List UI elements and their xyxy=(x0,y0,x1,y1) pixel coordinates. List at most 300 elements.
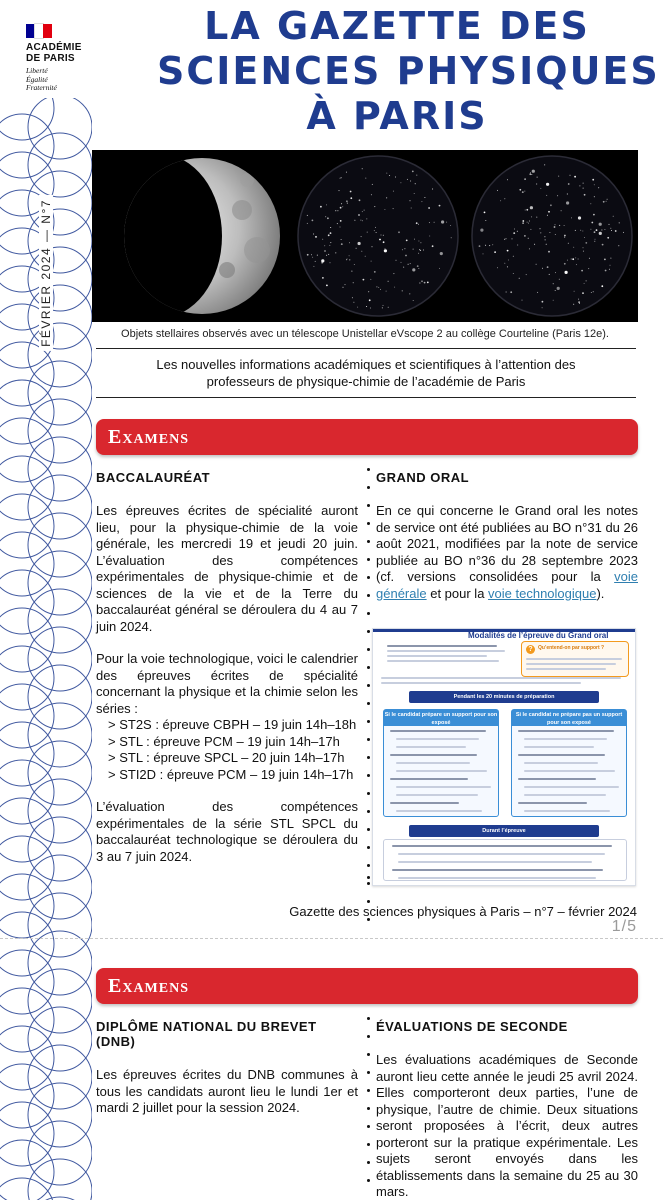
star xyxy=(522,222,524,224)
star xyxy=(567,194,568,195)
star xyxy=(326,255,327,256)
star xyxy=(400,182,401,183)
star xyxy=(582,292,584,294)
divider-dot xyxy=(367,792,370,795)
star xyxy=(350,191,352,193)
star xyxy=(349,259,350,260)
star xyxy=(522,220,524,222)
star xyxy=(542,268,543,269)
star xyxy=(532,170,535,173)
infographic-text-line xyxy=(390,730,486,732)
star xyxy=(549,232,550,233)
star xyxy=(504,263,505,264)
star xyxy=(404,248,405,249)
column-divider-dots xyxy=(365,468,371,936)
hero-astronomy-photo xyxy=(92,150,638,322)
star xyxy=(405,255,407,257)
star xyxy=(531,174,532,175)
star xyxy=(578,301,580,303)
star xyxy=(312,220,314,222)
decorative-circle xyxy=(28,1159,92,1200)
star xyxy=(410,200,411,201)
star xyxy=(362,220,363,221)
decorative-circle xyxy=(0,1064,54,1128)
star xyxy=(594,196,595,197)
divider-dot xyxy=(367,702,370,705)
divider-dot xyxy=(367,1179,370,1182)
star xyxy=(604,229,605,230)
star xyxy=(529,221,530,222)
star xyxy=(514,229,515,230)
infographic-text-line xyxy=(524,738,607,740)
star xyxy=(575,230,576,231)
star xyxy=(546,183,549,186)
star xyxy=(315,261,316,262)
star xyxy=(529,173,531,175)
star xyxy=(432,189,433,190)
star xyxy=(418,241,419,242)
column-divider-dots-2 xyxy=(365,1017,371,1197)
star xyxy=(412,171,414,173)
star xyxy=(584,194,586,196)
decorative-circle xyxy=(0,1140,54,1200)
infographic-text-line xyxy=(524,746,594,748)
divider-dot xyxy=(367,594,370,597)
star xyxy=(347,259,348,260)
bubble-title: Qu’entend-on par support ? xyxy=(538,645,605,651)
star xyxy=(335,252,336,253)
star xyxy=(345,284,346,285)
star xyxy=(429,236,430,237)
star xyxy=(537,177,538,178)
decorative-circle xyxy=(28,665,92,729)
title-line-2: SCIENCES PHYSIQUES xyxy=(157,49,660,93)
motto-fraternite: Fraternité xyxy=(26,83,57,92)
marianne-flag-icon xyxy=(26,24,52,38)
star xyxy=(364,210,365,211)
divider-dot xyxy=(367,1143,370,1146)
decorative-circle xyxy=(28,551,92,615)
decorative-circle xyxy=(28,741,92,805)
star xyxy=(526,209,528,211)
star xyxy=(530,172,531,173)
divider-dot xyxy=(367,648,370,651)
star xyxy=(606,201,607,202)
infographic-text-line xyxy=(387,660,499,662)
star xyxy=(480,229,483,232)
star xyxy=(371,261,372,262)
star xyxy=(330,242,331,243)
infographic-text-line xyxy=(398,861,592,863)
star xyxy=(350,197,352,199)
issue-date-text: FÉVRIER 2024 — N°7 xyxy=(39,195,53,351)
star xyxy=(372,246,373,247)
star xyxy=(611,230,612,231)
star xyxy=(526,274,527,275)
star xyxy=(421,201,422,202)
star xyxy=(439,268,440,269)
link-voie-technologique[interactable]: voie technologique xyxy=(488,585,597,601)
infographic-text-line xyxy=(390,754,477,756)
star xyxy=(388,281,389,282)
star xyxy=(553,283,554,284)
star xyxy=(609,224,610,225)
star xyxy=(594,231,596,233)
star xyxy=(451,237,452,238)
star xyxy=(380,289,381,290)
star xyxy=(536,217,537,218)
star xyxy=(531,216,532,217)
star xyxy=(365,178,366,179)
section-banner-examens xyxy=(96,419,638,455)
star xyxy=(367,232,368,233)
star xyxy=(555,224,556,225)
star xyxy=(394,287,395,288)
star xyxy=(602,244,604,246)
star xyxy=(378,287,379,288)
star xyxy=(376,232,377,233)
star xyxy=(542,307,543,308)
decorative-circle xyxy=(0,874,54,938)
star xyxy=(393,208,394,209)
star xyxy=(623,232,624,233)
star xyxy=(519,278,520,279)
section-banner-title: Examens xyxy=(108,974,190,997)
infographic-text-line xyxy=(526,668,606,670)
star xyxy=(618,245,619,246)
bac-paragraph-2: Pour la voie technologique, voici le calendrier des épreuves écrites de spécialité concernant la physique et la chimie selon les séries : xyxy=(96,651,358,716)
star xyxy=(571,259,572,260)
infographic-text-line xyxy=(518,754,605,756)
star xyxy=(341,243,343,245)
decorative-circle xyxy=(0,798,54,862)
star xyxy=(356,248,357,249)
star xyxy=(360,220,361,221)
star xyxy=(582,231,583,232)
star xyxy=(366,218,367,219)
heading-dnb: DIPLÔME NATIONAL DU BREVET (DNB) xyxy=(96,1019,317,1049)
star xyxy=(524,191,525,192)
decorative-circle xyxy=(28,589,92,653)
star xyxy=(568,243,569,244)
star xyxy=(347,203,348,204)
star xyxy=(564,235,566,237)
star xyxy=(504,198,505,199)
star xyxy=(424,282,426,284)
divider-dot xyxy=(367,522,370,525)
star xyxy=(328,234,330,236)
infographic-text-line xyxy=(396,786,491,788)
star xyxy=(507,266,508,267)
star xyxy=(315,236,317,238)
star xyxy=(581,270,583,272)
star xyxy=(307,254,309,256)
title-line-3: À PARIS xyxy=(306,94,488,138)
infographic-text-line xyxy=(526,663,616,665)
star xyxy=(594,241,595,242)
star xyxy=(544,164,545,165)
star xyxy=(358,242,361,245)
star xyxy=(483,253,484,254)
star xyxy=(393,273,394,274)
star xyxy=(594,184,595,185)
divider-dot xyxy=(367,876,370,879)
star xyxy=(530,229,531,230)
star xyxy=(519,189,521,191)
star xyxy=(369,299,371,301)
star xyxy=(589,258,590,259)
infographic-text-line xyxy=(387,650,505,652)
star xyxy=(420,242,421,243)
star xyxy=(545,239,546,240)
star xyxy=(561,210,562,211)
decorative-circle xyxy=(28,1045,92,1109)
divider-dot xyxy=(367,846,370,849)
star xyxy=(492,244,493,245)
column-dnb xyxy=(96,1019,358,1117)
star xyxy=(583,183,584,184)
star xyxy=(450,225,451,226)
star xyxy=(548,211,550,213)
infographic-text-line xyxy=(524,810,610,812)
column-grand-oral xyxy=(376,470,638,602)
star xyxy=(559,279,560,280)
star xyxy=(574,291,575,292)
star xyxy=(547,266,549,268)
page-number: 1/5 xyxy=(611,918,637,935)
question-icon: ? xyxy=(526,645,535,654)
star xyxy=(610,258,611,259)
divider-dot xyxy=(367,738,370,741)
star xyxy=(346,172,347,173)
star xyxy=(607,237,609,239)
star xyxy=(362,211,363,212)
divider-dot xyxy=(367,900,370,903)
star xyxy=(575,257,576,258)
decorative-circle xyxy=(28,969,92,1033)
star xyxy=(529,248,530,249)
star xyxy=(596,229,598,231)
gazette-title xyxy=(157,4,660,139)
star xyxy=(607,199,608,200)
star xyxy=(420,250,421,251)
star xyxy=(513,273,514,274)
star xyxy=(326,285,328,287)
star xyxy=(564,237,565,238)
infographic-text-line xyxy=(396,738,479,740)
star xyxy=(613,216,614,217)
star xyxy=(339,190,340,191)
star xyxy=(374,271,376,273)
star xyxy=(504,239,505,240)
star xyxy=(522,191,524,193)
title-line-1: LA GAZETTE DES xyxy=(204,4,590,48)
star xyxy=(446,222,447,223)
star xyxy=(590,203,591,204)
star xyxy=(398,231,400,233)
star xyxy=(361,251,362,252)
star xyxy=(429,222,430,223)
star xyxy=(574,176,576,178)
star-field-2 xyxy=(472,156,632,316)
infographic-text-line xyxy=(392,869,603,871)
infographic-text-line xyxy=(518,730,614,732)
star xyxy=(525,210,526,211)
column-evaluations-seconde xyxy=(376,1019,638,1200)
star xyxy=(403,267,404,268)
star xyxy=(540,188,541,189)
star xyxy=(379,239,381,241)
star xyxy=(340,220,342,222)
infographic-text-line xyxy=(396,762,470,764)
intro-line-1: Les nouvelles informations académiques et scientifiques à l’attention des xyxy=(156,357,576,372)
star xyxy=(566,201,569,204)
star xyxy=(576,264,577,265)
star xyxy=(508,260,509,261)
star xyxy=(434,222,435,223)
motto-egalite: Égalité xyxy=(26,74,48,84)
star xyxy=(384,249,387,252)
star xyxy=(555,272,556,273)
star xyxy=(584,283,585,284)
star xyxy=(375,227,376,228)
star xyxy=(554,226,556,228)
star xyxy=(324,245,325,246)
star xyxy=(413,300,414,301)
decorative-circle xyxy=(0,760,54,824)
star xyxy=(578,259,579,260)
star xyxy=(512,238,513,239)
flag-white xyxy=(35,24,44,38)
star xyxy=(412,268,415,271)
star xyxy=(335,210,336,211)
heading-evaluations-seconde: ÉVALUATIONS DE SECONDE xyxy=(376,1019,568,1034)
decorative-circle xyxy=(0,646,54,710)
star xyxy=(381,235,382,236)
star xyxy=(376,286,377,287)
star xyxy=(583,251,584,252)
decorative-circle xyxy=(0,456,54,520)
decorative-circle xyxy=(0,380,54,444)
star xyxy=(485,245,486,246)
star xyxy=(591,222,593,224)
infographic-bar-epreuve: Durant l’épreuve xyxy=(409,825,599,837)
intro-line-2: professeurs de physique-chimie de l’académie de Paris xyxy=(206,374,526,389)
star xyxy=(601,230,602,231)
star xyxy=(557,195,558,196)
star xyxy=(337,210,338,211)
star xyxy=(595,239,596,240)
star xyxy=(548,251,550,253)
star xyxy=(550,204,552,206)
decorative-circle xyxy=(28,361,92,425)
star xyxy=(410,181,411,182)
star xyxy=(395,177,396,178)
star xyxy=(573,247,574,248)
divider-dot xyxy=(367,1161,370,1164)
star xyxy=(568,183,570,185)
divider-dot xyxy=(367,828,370,831)
divider-dot xyxy=(367,576,370,579)
star xyxy=(494,251,496,253)
star xyxy=(384,209,385,210)
infographic-text-line xyxy=(398,853,605,855)
decorative-circle xyxy=(0,418,54,482)
star xyxy=(590,229,591,230)
star xyxy=(358,214,360,216)
infographic-question-bubble xyxy=(521,641,629,677)
star xyxy=(326,204,327,205)
star xyxy=(414,193,415,194)
star xyxy=(386,173,387,174)
list-item: > STI2D : épreuve PCM – 19 juin 14h–17h xyxy=(108,766,354,782)
star xyxy=(385,248,386,249)
divider-dot xyxy=(367,504,370,507)
link-voie-generale[interactable]: voie générale xyxy=(376,569,638,601)
star xyxy=(374,230,375,231)
divider-dot xyxy=(367,540,370,543)
star xyxy=(567,260,568,261)
star xyxy=(370,279,371,280)
grand-oral-text-a: En ce qui concerne le Grand oral les notes de service ont été publiées au BO n°31 du 26 août 2021, modifiées par la note de service publiée au BO n°36 du 28 septembre 2023 (cf. versions consolidées pour la xyxy=(376,503,638,584)
evaluations-paragraph: Les évaluations académiques de Seconde auront lieu cette année le jeudi 25 avril 2024. Elles comporteront deux parties, l’une de physique, l’autre de chimie. Deux situations seront proposées à l’écrit, deux autres porteront sur la pratique expérimentale. Les sujets seront envoyés dans les établissements dans la semaine du 25 au 30 mars. xyxy=(376,1052,638,1199)
star xyxy=(317,255,318,256)
star xyxy=(592,179,594,181)
divider-dot xyxy=(367,810,370,813)
star xyxy=(558,176,559,177)
divider-dot xyxy=(367,1125,370,1128)
star xyxy=(327,217,329,219)
section-banner-title: Examens xyxy=(108,425,190,448)
intro-band xyxy=(96,348,636,398)
star xyxy=(604,259,606,261)
star xyxy=(585,242,587,244)
decorative-circle xyxy=(28,513,92,577)
star xyxy=(584,237,585,238)
divider-dot xyxy=(367,1053,370,1056)
star xyxy=(374,206,375,207)
star xyxy=(322,239,323,240)
star xyxy=(413,249,414,250)
star xyxy=(351,271,352,272)
infographic-text-line xyxy=(524,770,615,772)
infographic-text-line xyxy=(524,794,606,796)
star xyxy=(605,270,607,272)
star xyxy=(389,175,390,176)
star xyxy=(599,232,602,235)
flag-blue xyxy=(26,24,35,38)
star xyxy=(528,223,529,224)
list-item: > STL : épreuve PCM – 19 juin 14h–17h xyxy=(108,733,340,749)
star xyxy=(610,228,611,229)
star xyxy=(382,307,383,308)
star xyxy=(424,197,425,198)
star xyxy=(386,291,387,292)
star xyxy=(555,290,556,291)
star xyxy=(407,179,408,180)
star xyxy=(549,274,550,275)
star xyxy=(337,223,338,224)
star xyxy=(544,236,545,237)
decorative-circle xyxy=(0,608,54,672)
star xyxy=(383,241,385,243)
star xyxy=(353,302,354,303)
decorative-circle xyxy=(0,532,54,596)
motto-liberte: Liberté xyxy=(26,66,48,75)
decorative-circle xyxy=(28,779,92,843)
star xyxy=(547,215,548,216)
star xyxy=(517,231,518,232)
